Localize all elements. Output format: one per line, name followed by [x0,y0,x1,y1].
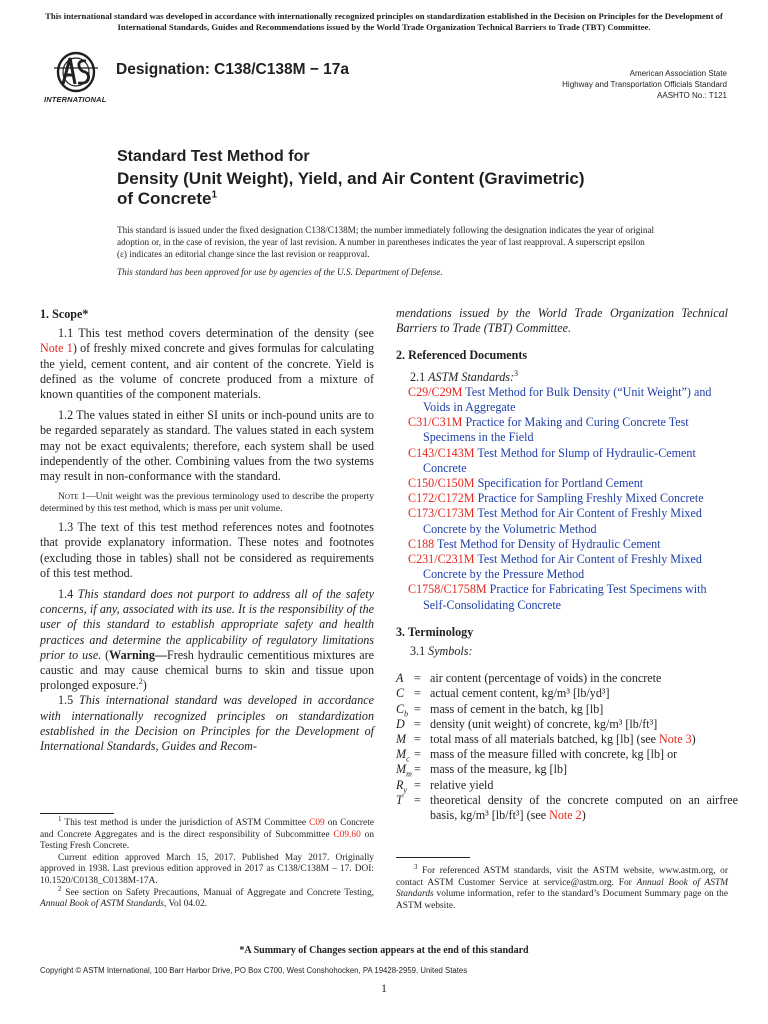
symbol-letter: R [396,777,404,792]
symbol-subscript: c [406,754,410,764]
references-list [396,385,728,613]
reference-code-link[interactable]: C172/C172M [408,491,475,506]
footnote-3-mark: 3 [514,368,519,378]
symbol-definition-after: ) [581,808,586,823]
symbol-definition [430,717,738,732]
footnote-3 [396,862,728,912]
reference-code-link[interactable]: C231/C231M [408,552,475,567]
footnote-1-edition: Current edition approved March 15, 2017. Published May 2017. Originally approved in 1938. Last previous edition approved in 2017 as C138/C138M – 17. DOI: 10.1520/C0138_C0138M-17A. [40,852,374,886]
scope-para-1-5 [40,693,374,754]
symbol-definition [430,702,738,717]
footnote-1-mark: 1 [58,814,62,823]
footnote-3-label: 3 [414,862,418,871]
footnote-3-italic: Annual Book of ASTM Standards [396,877,728,900]
ref-sub-label: ASTM Standards: [428,369,515,384]
equals-sign: = [414,777,421,792]
reference-item [408,582,728,612]
scope-1-4-warning: Warning— [109,647,167,662]
footnote-1 [40,814,375,853]
symbol-definition-text: air content (percentage of voids) in the concrete [430,671,662,686]
reference-code-link[interactable]: C31/C31M [408,415,463,430]
equals-sign: = [414,671,421,686]
subcommittee-c09-60-link[interactable]: C09.60 [333,829,361,840]
term-sub-label: Symbols: [428,644,473,659]
scope-1-1-text-b: ) of freshly mixed concrete and gives formulas for calculating the yield, cement content, and air content of the concrete. Yield is defined as the volume of concrete produced from a mixture of known quantities of the component materials. [40,341,374,402]
footnote-2-italic: Annual Book of ASTM Standards [40,899,164,910]
committee-c09-link[interactable]: C09 [309,818,325,828]
footnote-2-text-a: See section on Safety Precautions, Manual of Aggregate and Concrete Testing, [61,887,374,898]
intro-block [117,224,657,278]
issued-statement: This standard is issued under the fixed designation C138/C138M; the number immediately following the designation indicates the year of original adoption or, in the case of revision, the year of last revision. A number in parentheses indicates the year of last reapproval. A superscript epsilon (ε) indicates an editorial change since the last revision or reapproval. [117,225,655,259]
note-1 [40,491,374,515]
reference-title: Test Method for Bulk Density (“Unit Weight”) and Voids in Aggregate [423,384,712,415]
reference-item [408,476,728,491]
symbol [396,762,412,777]
symbol-definition-text: relative yield [430,777,494,792]
symbol-letter: A [396,671,404,686]
footnotes-left [40,814,375,911]
symbol [396,671,403,686]
title-footnote-mark: 1 [211,189,218,201]
symbol-definition-text: mass of cement in the batch, kg [lb] [430,701,604,716]
footnote-3-text-b: volume information, refer to the standard’s Document Summary page on the ASTM website. [396,889,728,911]
reference-item [408,537,728,552]
equals-sign: = [414,762,421,777]
title-line-3-text: of Concrete [117,189,212,208]
scope-1-4-open: ( [101,647,110,662]
right-column [396,306,738,823]
symbol-letter: M [396,732,407,747]
symbol-definition-text: theoretical density of the concrete computed on an airfree basis, kg/m³ [lb/ft³] (see [430,792,738,823]
symbol-definition [430,732,738,747]
aashto-line-3: AASHTO No.: T121 [657,91,727,101]
reference-item [408,552,728,582]
reference-code-link[interactable]: C143/C143M [408,445,475,460]
reference-title: Practice for Sampling Freshly Mixed Concrete [477,491,704,506]
symbol [396,702,408,717]
equals-sign: = [414,686,421,701]
footnote-2-text-b: , Vol 04.02. [163,899,208,910]
note-1-link[interactable]: Note 1 [40,341,73,356]
symbol-definition-after: ) [691,732,696,747]
defense-statement: This standard has been approved for use by agencies of the U.S. Department of Defense. [117,267,443,277]
symbol-definition [430,671,738,686]
scope-para-1-3: 1.3 The text of this test method references notes and footnotes that provide explanatory information. These notes and footnotes (excluding those in tables) shall not be considered as requirements of this test method. [40,520,374,580]
scope-1-4-italic: This standard does not purport to address all of the safety concerns, if any, associated with its use. It is the responsibility of the user of this standard to establish appropriate safety and health practices and determine the applicability of regulatory limitations prior to use. [40,587,375,662]
references-heading: 2. Referenced Documents [396,348,528,363]
scope-para-1-2: 1.2 The values stated in either SI units or inch-pound units are to be regarded separately as standard. The values stated in each system may not be exact equivalents; therefore, each system shall be used independently of the other. Combining values from the two systems may result in non-conformance with the standard. [40,408,374,484]
reference-title: Practice for Fabricating Test Specimens with Self-Consolidating Concrete [423,582,707,612]
reference-code-link[interactable]: C188 [408,536,435,551]
equals-sign: = [414,732,421,747]
symbol [396,793,403,808]
symbol-definition-text: total mass of all materials batched, kg [lb] (see [430,732,660,747]
symbol-subscript: m [406,769,412,779]
symbol-definition [430,747,738,762]
footnote-2-label: 2 [58,884,62,893]
reference-title: Test Method for Density of Hydraulic Cement [437,536,661,551]
document-title [117,169,677,209]
symbol-definition [430,762,738,777]
aashto-line-1: American Association State [629,69,727,78]
reference-item [408,446,728,476]
scope-heading: 1. Scope* [40,307,89,321]
copyright-line: Copyright © ASTM International, 100 Barr Harbor Drive, PO Box C700, West Conshohocken, PA 19428-2959. United States [40,966,468,975]
reference-code-link[interactable]: C173/C173M [408,506,475,521]
terminology-heading: 3. Terminology [396,624,474,639]
reference-item [408,506,728,536]
scope-para-1-1 [40,326,374,402]
reference-title: Practice for Making and Curing Concrete Test Specimens in the Field [423,415,689,445]
symbol-letter: M [396,762,407,777]
title-prefix: Standard Test Method for [117,148,310,165]
symbols-label [396,644,728,659]
scope-1-1-text-a: 1.1 This test method covers determination of the density (see [58,326,374,341]
scope-1-5-cont-text: mendations issued by the World Trade Organization Technical Barriers to Trade (TBT) Committee. [396,306,728,336]
scope-1-5-num: 1.5 [58,693,79,708]
symbol-letter: D [396,716,405,731]
term-sub-num: 3.1 [410,644,429,659]
symbol-definition-text: mass of the measure, kg [lb] [430,762,568,777]
equals-sign: = [414,792,421,807]
reference-item [408,385,728,415]
copyright-notice-banner: This international standard was developed in accordance with internationally recognized principles on standardization established in the Decision on Principles for the Development of International Standards, Guides and Recommendations issued by the World Trade Organization Technical Barriers to Trade (TBT) Committee. [45,11,723,32]
note-1-text: —Unit weight was the previous terminology used to describe the property determined by this test method, which is mass per unit volume. [40,491,374,515]
scope-1-4-close: ) [142,678,147,693]
symbol-letter: T [396,792,403,807]
footnote-rule-left [40,813,114,814]
aashto-line-2: Highway and Transportation Officials Standard [562,80,727,90]
symbol [396,732,406,747]
symbol-definition-text: actual cement content, kg/m³ [lb/yd³] [430,686,610,701]
ref-sub-num: 2.1 [410,369,429,384]
scope-para-1-4 [40,587,374,693]
reference-item [408,415,728,445]
note-link[interactable]: Note 3 [659,732,692,747]
title-line-3 [117,189,677,209]
astm-standards-label [396,370,728,385]
reference-title: Test Method for Air Content of Freshly Mixed Concrete by the Volumetric Method [423,506,702,536]
equals-sign: = [414,716,421,731]
symbol [396,778,407,793]
symbol-letter: C [396,701,405,716]
reference-title: Specification for Portland Cement [477,476,644,491]
footnote-3-text-a: For referenced ASTM standards, visit the ASTM website, www.astm.org, or contact ASTM Customer Service at service@astm.org. For [396,866,728,888]
reference-code-link[interactable]: C1758/C1758M [408,582,487,597]
symbol-definition-text: density (unit weight) of concrete, kg/m³ [lb/ft³] [430,716,658,731]
designation: Designation: C138/C138M − 17a [116,61,350,78]
astm-logo [40,50,112,110]
symbol-letter: M [396,747,407,762]
symbol-definition [430,686,738,701]
symbol-definition-text: mass of the measure filled with concrete, kg [lb] or [430,747,678,762]
footnote-1-text-c: on Testing Fresh Concrete. [40,829,375,852]
aashto-block [562,68,727,102]
scope-1-4-rest: Fresh hydraulic cementitious mixtures are caustic and may cause chemical burns to skin and tissue upon prolonged exposure. [40,647,374,693]
left-column [40,307,374,754]
reference-title: Test Method for Air Content of Freshly Mixed Concrete by the Pressure Method [423,552,702,582]
page-number: 1 [381,981,387,995]
scope-1-4-num: 1.4 [58,587,78,602]
footnote-1-text-b: on Concrete and Concrete Aggregates and is the direct responsibility of Subcommittee [40,818,374,840]
footnote-2 [40,884,374,911]
footnote-1-text-a: This test method is under the jurisdiction of ASTM Committee [61,818,310,828]
symbol-subscript: b [404,709,409,719]
summary-of-changes-note: *A Summary of Changes section appears at the end of this standard [239,945,529,956]
scope-1-5-italic: This international standard was developed in accordance with internationally recognized principles on standardization established in the Decision on Principles for the Development of International Standards, Guides and Recom- [40,693,375,754]
symbol-definition [430,778,738,793]
reference-code-link[interactable]: C29/C29M [408,384,463,399]
symbol-subscript: y [403,785,407,795]
symbol [396,747,410,762]
scope-1-5-continued [396,306,728,336]
note-link[interactable]: Note 2 [549,808,582,823]
footnotes-right [396,862,728,912]
footnote-rule-right [396,857,470,858]
equals-sign: = [414,701,421,716]
symbols-list [396,671,738,823]
symbol-definition [430,793,738,823]
reference-code-link[interactable]: C150/C150M [408,476,475,491]
reference-item [408,491,728,506]
reference-title: Test Method for Slump of Hydraulic-Cement Concrete [423,445,696,475]
footnote-2-mark: 2 [138,677,143,687]
symbol [396,717,405,732]
title-line-2: Density (Unit Weight), Yield, and Air Content (Gravimetric) [117,169,585,188]
equals-sign: = [414,747,421,762]
note-1-label: Note 1 [58,491,87,503]
symbol [396,686,404,701]
symbol-letter: C [396,686,405,701]
astm-logo-text: INTERNATIONAL [44,95,107,104]
